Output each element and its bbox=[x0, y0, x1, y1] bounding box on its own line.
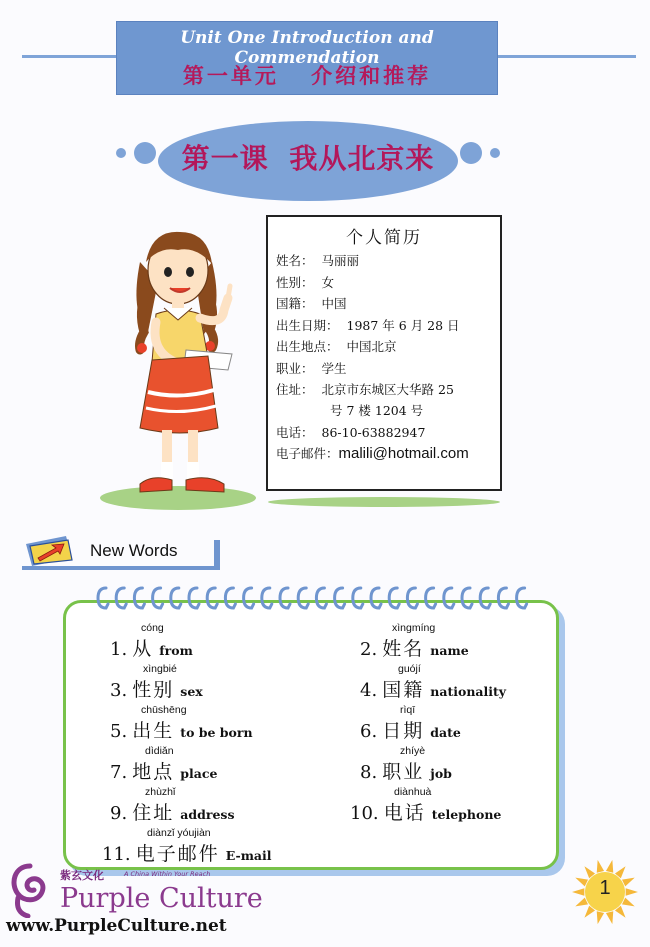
unit-title-en: Unit One Introduction and Commendation bbox=[180, 28, 434, 68]
notebook-ring bbox=[407, 588, 417, 608]
resume-title: 个人简历 bbox=[346, 228, 422, 248]
page-number: 1 bbox=[599, 877, 611, 899]
resume-row-birth-date: 出生日期： 1987 年 6 月 28 日 bbox=[276, 318, 460, 333]
notebook-ring bbox=[280, 588, 290, 608]
notebook-ring bbox=[444, 588, 454, 608]
pinyin-7: dìdiǎn bbox=[145, 745, 174, 757]
resume-card bbox=[266, 215, 502, 491]
word-7: 7. 地点 place bbox=[110, 761, 218, 783]
dot-left-small bbox=[116, 148, 126, 158]
pinyin-2: xìngmíng bbox=[392, 622, 436, 634]
pinyin-9: zhùzhǐ bbox=[145, 786, 176, 798]
brand-tagline: A China Within Your Reach bbox=[124, 870, 211, 878]
dot-left-large bbox=[134, 142, 156, 164]
notebook-ring bbox=[153, 588, 163, 608]
notebook-ring bbox=[353, 588, 363, 608]
header-line-right bbox=[494, 55, 636, 58]
purple-culture-logo-icon bbox=[8, 862, 52, 918]
brand-cn: 紫玄文化 bbox=[60, 869, 104, 882]
notebook-ring bbox=[116, 588, 126, 608]
notebook-ring bbox=[244, 588, 254, 608]
notebook-ring bbox=[371, 588, 381, 608]
resume-row-nationality: 国籍： 中国 bbox=[276, 296, 347, 311]
resume-row-sex: 性别： 女 bbox=[276, 275, 335, 290]
unit-banner bbox=[116, 21, 498, 95]
resume-row-name: 姓名： 马丽丽 bbox=[276, 253, 360, 268]
pinyin-3: xìngbié bbox=[143, 663, 177, 675]
notebook-ring bbox=[225, 588, 235, 608]
notebook-ring bbox=[189, 588, 199, 608]
sun-ray bbox=[606, 860, 613, 873]
pinyin-1: cóng bbox=[141, 622, 164, 634]
pinyin-11: diànzǐ yóujiàn bbox=[147, 827, 211, 839]
pinyin-6: rìqī bbox=[400, 704, 416, 716]
word-8: 8. 职业 job bbox=[360, 761, 452, 783]
resume-row-job: 职业： 学生 bbox=[276, 361, 347, 376]
notebook-ring bbox=[298, 588, 308, 608]
dot-right-large bbox=[460, 142, 482, 164]
sun-ray bbox=[606, 911, 613, 924]
notebook-ring bbox=[316, 588, 326, 608]
resume-row-phone: 电话： 86-10-63882947 bbox=[276, 425, 426, 440]
unit-title-cn: 第一单元 介绍和推荐 bbox=[182, 64, 432, 88]
word-2: 2. 姓名 name bbox=[360, 638, 469, 660]
resume-card-shadow bbox=[268, 497, 500, 507]
notebook-ring bbox=[462, 588, 472, 608]
notebook-ring bbox=[389, 588, 399, 608]
notebook-ring bbox=[207, 588, 217, 608]
new-words-underline bbox=[22, 566, 220, 570]
brand-name: Purple Culture bbox=[60, 883, 263, 914]
resume-row-email: 电子邮件：malili@hotmail.com bbox=[276, 445, 469, 462]
pinyin-4: guójí bbox=[398, 663, 421, 675]
resume-row-address: 住址： 北京市东城区大华路 25 bbox=[276, 382, 454, 397]
word-1: 1. 从 from bbox=[110, 638, 193, 660]
new-words-label: New Words bbox=[90, 541, 178, 560]
notebook-rings bbox=[92, 580, 532, 616]
notebook-ring bbox=[134, 588, 144, 608]
word-3: 3. 性别 sex bbox=[110, 679, 203, 701]
new-words-arrow-icon bbox=[22, 534, 76, 568]
sun-ray bbox=[597, 860, 604, 873]
brand-url: www.PurpleCulture.net bbox=[6, 916, 227, 936]
pinyin-5: chūshēng bbox=[141, 704, 187, 716]
pinyin-8: zhíyè bbox=[400, 745, 426, 757]
resume-row-birthplace: 出生地点： 中国北京 bbox=[276, 339, 397, 354]
word-5: 5. 出生 to be born bbox=[110, 720, 253, 742]
resume-row-address-cont: 号 7 楼 1204 号 bbox=[330, 403, 424, 418]
notebook-ring bbox=[517, 588, 527, 608]
new-words-bar bbox=[214, 540, 220, 570]
notebook-ring bbox=[480, 588, 490, 608]
notebook-ring bbox=[171, 588, 181, 608]
word-10: 10. 电话 telephone bbox=[350, 802, 502, 824]
notebook-ring bbox=[335, 588, 345, 608]
notebook-ring bbox=[98, 588, 108, 608]
dot-right-small bbox=[490, 148, 500, 158]
notebook-ring bbox=[498, 588, 508, 608]
notebook-ring bbox=[426, 588, 436, 608]
word-11: 11. 电子邮件 E-mail bbox=[102, 843, 272, 865]
word-4: 4. 国籍 nationality bbox=[360, 679, 507, 701]
header-line-left bbox=[22, 55, 118, 58]
girl-illustration bbox=[100, 222, 260, 512]
lesson-title: 第一课 我从北京来 bbox=[181, 142, 435, 175]
pinyin-10: diànhuà bbox=[394, 786, 432, 798]
word-9: 9. 住址 address bbox=[110, 802, 235, 824]
notebook-ring bbox=[262, 588, 272, 608]
sun-ray bbox=[597, 911, 604, 924]
word-6: 6. 日期 date bbox=[360, 720, 461, 742]
